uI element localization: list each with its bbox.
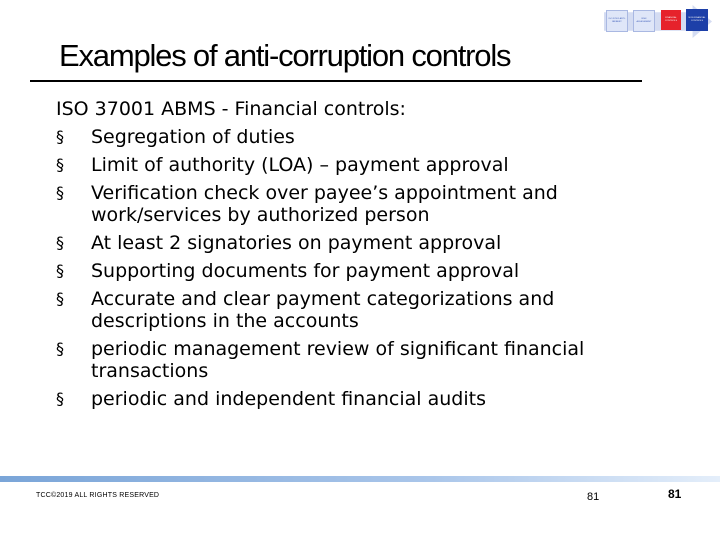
bullet-text: Limit of authority (LOA) – payment approval bbox=[91, 154, 509, 176]
slide-body bbox=[56, 95, 696, 416]
bullet-text: Accurate and clear payment categorizations and bbox=[91, 288, 555, 310]
process-step-4: NON-FINANCIAL CONTROLS bbox=[686, 9, 708, 31]
bullet-marker: § bbox=[56, 261, 64, 280]
copyright-text: TCC©2019 ALL RIGHTS RESERVED bbox=[36, 492, 160, 499]
process-diagram bbox=[604, 2, 718, 40]
bullet-list bbox=[56, 126, 696, 410]
intro-line: ISO 37001 ABMS - Financial controls: bbox=[56, 98, 406, 120]
bullet-marker: § bbox=[56, 389, 64, 408]
bullet-text-continued: descriptions in the accounts bbox=[91, 310, 359, 332]
slide-number: 81 bbox=[668, 487, 682, 501]
bullet-marker: § bbox=[56, 127, 64, 146]
footer-bar bbox=[0, 476, 720, 482]
bullet-item bbox=[56, 154, 696, 176]
process-step-3: FINANCIAL CONTROLS bbox=[661, 10, 681, 30]
process-step-2: RISK ASSESSMENT bbox=[633, 10, 655, 32]
bullet-marker: § bbox=[56, 289, 64, 308]
bullet-text: periodic and independent financial audits bbox=[91, 388, 486, 410]
bullet-text: Verification check over payee’s appointment and bbox=[91, 182, 558, 204]
bullet-text: Supporting documents for payment approval bbox=[91, 260, 520, 282]
bullet-marker: § bbox=[56, 339, 64, 358]
bullet-marker: § bbox=[56, 155, 64, 174]
bullet-marker: § bbox=[56, 183, 64, 202]
bullet-text: At least 2 signatories on payment approval bbox=[91, 232, 502, 254]
bullet-item bbox=[56, 388, 696, 410]
bullet-marker: § bbox=[56, 233, 64, 252]
page-number: 81 bbox=[587, 491, 600, 503]
bullet-item bbox=[56, 182, 696, 226]
bullet-text-continued: work/services by authorized person bbox=[91, 204, 430, 226]
slide-title: Examples of anti-corruption controls bbox=[59, 38, 511, 73]
process-step-1: ISO 37001 ANTI-BRIBERY bbox=[606, 10, 628, 32]
bullet-text: Segregation of duties bbox=[91, 126, 295, 148]
bullet-item bbox=[56, 338, 696, 382]
bullet-item bbox=[56, 288, 696, 332]
bullet-item bbox=[56, 260, 696, 282]
title-underline bbox=[30, 80, 642, 82]
bullet-item bbox=[56, 232, 696, 254]
bullet-item bbox=[56, 126, 696, 148]
bullet-text-continued: transactions bbox=[91, 360, 209, 382]
bullet-text: periodic management review of significant financial bbox=[91, 338, 585, 360]
